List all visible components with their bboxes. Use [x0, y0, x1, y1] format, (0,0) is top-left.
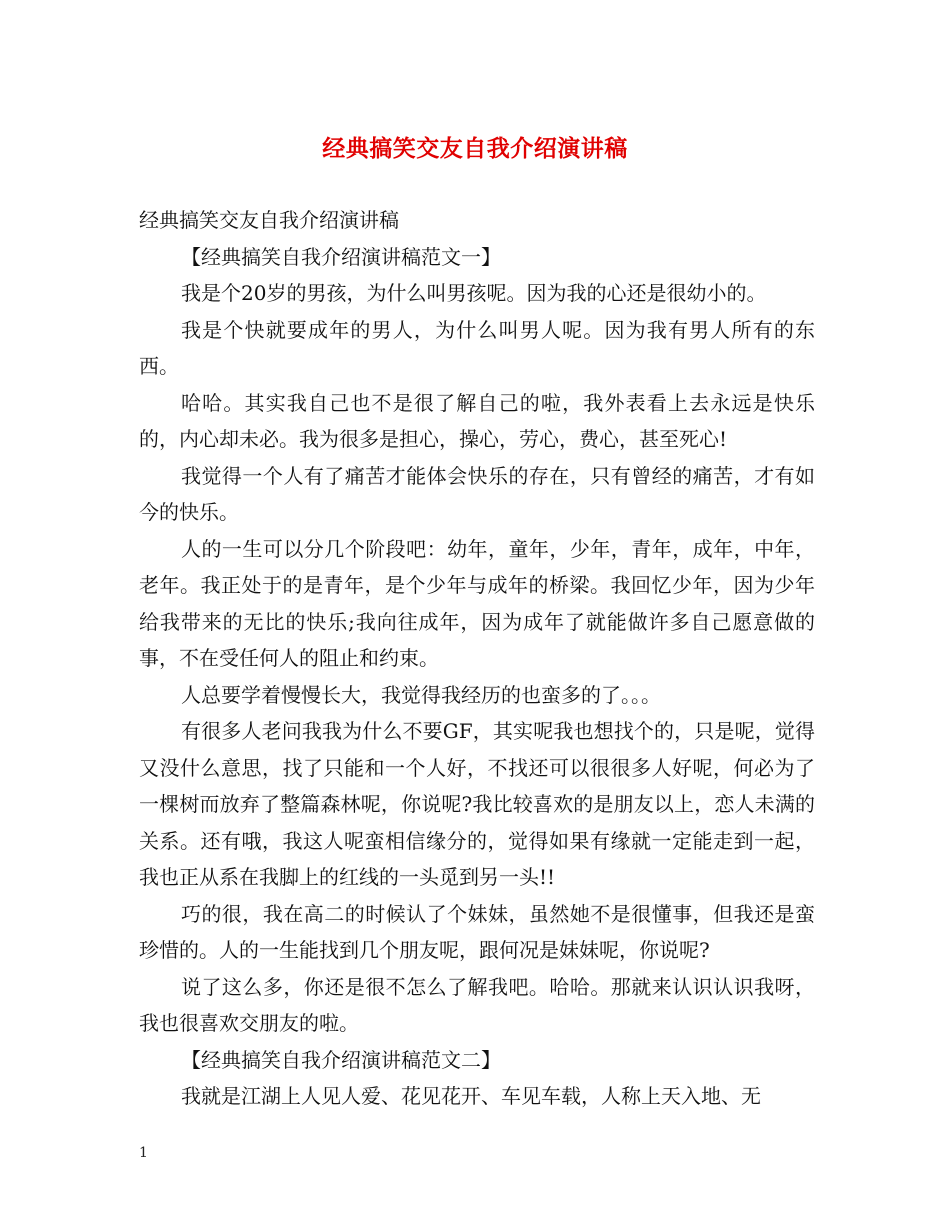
document-body: [139, 202, 815, 1115]
paragraph-heading-sample-two: 【经典搞笑自我介绍演讲稿范文二】: [181, 1047, 501, 1072]
paragraph: 人总要学着慢慢长大，我觉得我经历的也蛮多的了。。。: [181, 682, 661, 707]
paragraph: 我觉得一个人有了痛苦才能体会快乐的存在，只有曾经的痛苦，才有如今的快乐。: [139, 463, 815, 524]
paragraph-heading-sample-one: 【经典搞笑自我介绍演讲稿范文一】: [181, 244, 501, 269]
paragraph: 人的一生可以分几个阶段吧：幼年，童年，少年，青年，成年，中年，老年。我正处于的是青年，是个少年与成年的桥梁。我回忆少年，因为少年给我带来的无比的快乐;我向往成年，因为成年了就能做许多自己愿意做的事，不在受任何人的阻止和约束。: [139, 536, 815, 670]
paragraph: 说了这么多，你还是很不怎么了解我吧。哈哈。那就来认识认识我呀，我也很喜欢交朋友的啦。: [139, 974, 815, 1035]
paragraph: 哈哈。其实我自己也不是很了解自己的啦，我外表看上去永远是快乐的，内心却未必。我为很多是担心，操心，劳心，费心，甚至死心!: [139, 390, 815, 451]
paragraph: 我是个快就要成年的男人，为什么叫男人呢。因为我有男人所有的东西。: [139, 317, 815, 378]
page-title: 经典搞笑交友自我介绍演讲稿: [322, 136, 628, 162]
page-number: 1: [139, 1145, 148, 1161]
paragraph: 巧的很，我在高二的时候认了个妹妹，虽然她不是很懂事，但我还是蛮珍惜的。人的一生能找到几个朋友呢，跟何况是妹妹呢，你说呢?: [139, 901, 815, 962]
paragraph-subtitle: 经典搞笑交友自我介绍演讲稿: [139, 208, 399, 232]
paragraph: 我就是江湖上人见人爱、花见花开、车见车载，人称上天入地、无: [181, 1084, 761, 1108]
paragraph: 有很多人老问我我为什么不要GF，其实呢我也想找个的，只是呢，觉得又没什么意思，找了只能和一个人好，不找还可以很很多人好呢，何必为了一棵树而放弃了整篇森林呢，你说呢?我比较喜欢的是朋友以上，恋人未满的关系。还有哦，我这人呢蛮相信缘分的，觉得如果有缘就一定能走到一起，我也正从系在我脚上的红线的一头觅到另一头!!: [139, 719, 815, 889]
paragraph: 我是个20岁的男孩，为什么叫男孩呢。因为我的心还是很幼小的。: [181, 281, 767, 305]
